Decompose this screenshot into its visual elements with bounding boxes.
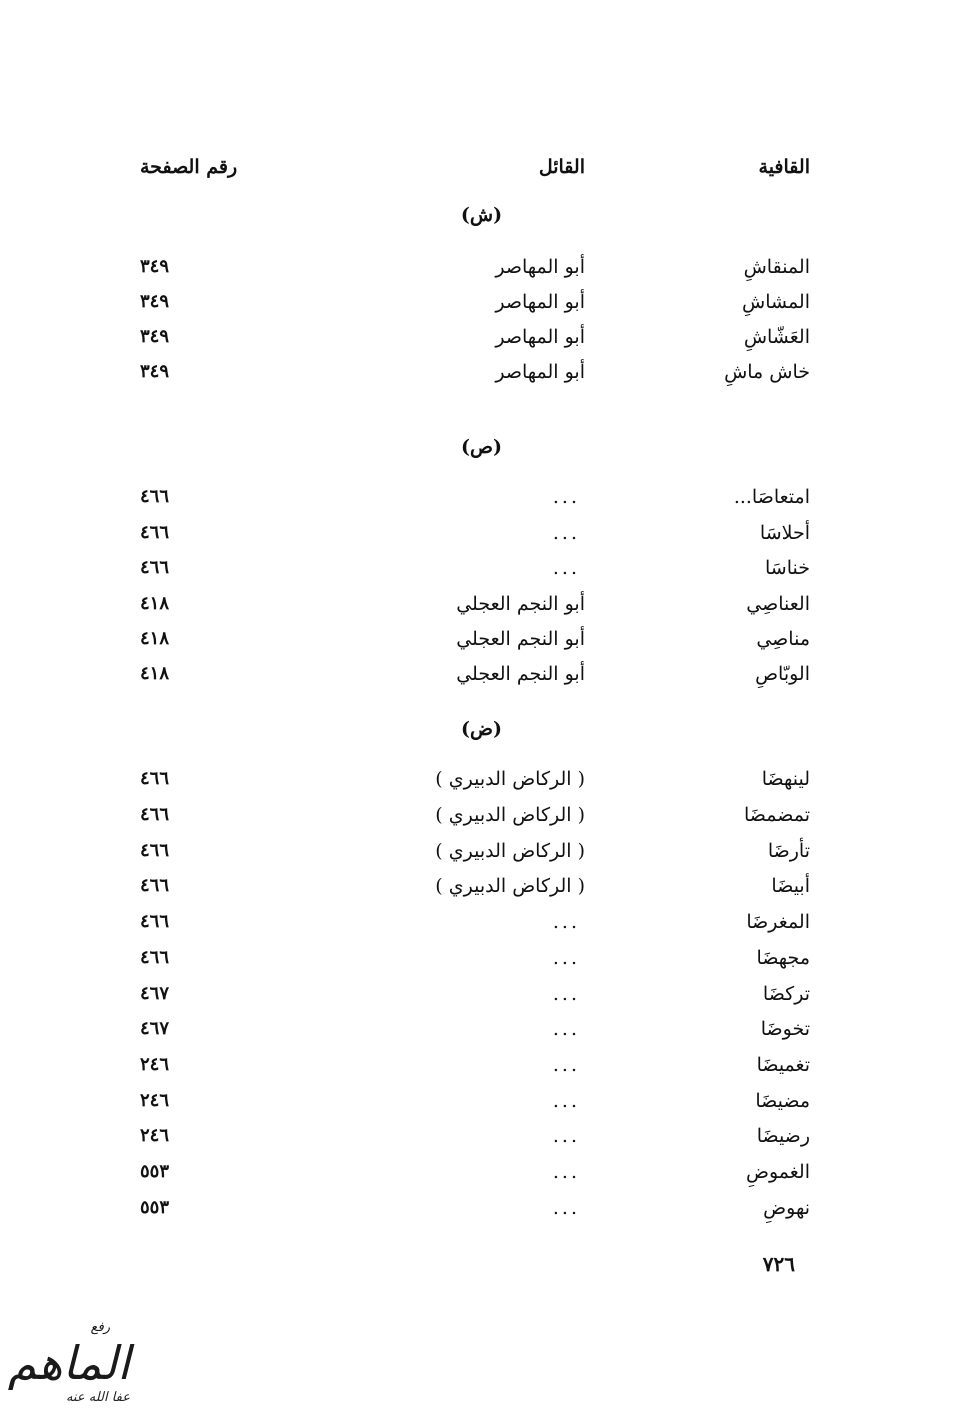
table-row bbox=[0, 834, 975, 868]
qafiya-cell: تركضَا bbox=[762, 983, 810, 1005]
table-row bbox=[0, 587, 975, 621]
table-row bbox=[0, 480, 975, 514]
qail-cell: ... bbox=[552, 983, 580, 1005]
qail-cell: ( الركاض الدبيري ) bbox=[435, 768, 585, 790]
page-cell: ٤١٨ bbox=[140, 663, 170, 684]
page-cell: ٤٦٦ bbox=[140, 768, 170, 789]
qafiya-cell: لينهضَا bbox=[761, 768, 810, 790]
page-cell: ٣٤٩ bbox=[140, 291, 170, 312]
table-row bbox=[0, 798, 975, 832]
qail-cell: أبو المهاصر bbox=[495, 256, 585, 278]
qafiya-cell: أبيضَا bbox=[771, 875, 810, 897]
table-row bbox=[0, 1191, 975, 1225]
page-cell: ٣٤٩ bbox=[140, 256, 170, 277]
table-row bbox=[0, 1119, 975, 1153]
qail-cell: ... bbox=[552, 557, 580, 579]
page-cell: ٤٦٦ bbox=[140, 804, 170, 825]
qafiya-cell: امتعاصَا... bbox=[733, 486, 810, 508]
qafiya-cell: تأرضَا bbox=[767, 840, 810, 862]
header-qail: القائل bbox=[538, 156, 585, 178]
table-row bbox=[0, 941, 975, 975]
qail-cell: ( الركاض الدبيري ) bbox=[435, 804, 585, 826]
qafiya-cell: مناصِي bbox=[756, 628, 810, 650]
qail-cell: ... bbox=[552, 1018, 580, 1040]
qail-cell: ( الركاض الدبيري ) bbox=[435, 840, 585, 862]
page-cell: ٤٦٦ bbox=[140, 875, 170, 896]
qail-cell: ... bbox=[552, 911, 580, 933]
qafiya-cell: خاش ماشِ bbox=[724, 361, 810, 383]
qail-cell: ... bbox=[552, 1054, 580, 1076]
qafiya-cell: مجهضَا bbox=[756, 947, 810, 969]
qafiya-cell: المنقاشِ bbox=[743, 256, 810, 278]
page-number: ٧٢٦ bbox=[762, 1252, 795, 1276]
qafiya-cell: أحلاسَا bbox=[759, 522, 810, 544]
page-cell: ٤٦٧ bbox=[140, 983, 170, 1004]
stamp-top-text: رفع bbox=[90, 1320, 110, 1335]
table-row bbox=[0, 657, 975, 691]
qail-cell: ... bbox=[552, 1197, 580, 1219]
page-cell: ٤٦٦ bbox=[140, 911, 170, 932]
header-qafiya: القافية bbox=[758, 156, 810, 178]
table-row bbox=[0, 1048, 975, 1082]
qail-cell: ( الركاض الدبيري ) bbox=[435, 875, 585, 897]
table-row bbox=[0, 622, 975, 656]
table-row bbox=[0, 762, 975, 796]
table-row bbox=[0, 905, 975, 939]
table-row bbox=[0, 1084, 975, 1118]
qafiya-cell: الوبّاصِ bbox=[755, 663, 810, 685]
qail-cell: أبو المهاصر bbox=[495, 326, 585, 348]
table-row bbox=[0, 250, 975, 284]
table-header bbox=[0, 156, 975, 190]
qafiya-cell: نهوضِ bbox=[763, 1197, 810, 1219]
qail-cell: ... bbox=[552, 1090, 580, 1112]
table-row bbox=[0, 869, 975, 903]
qail-cell: ... bbox=[552, 1125, 580, 1147]
table-row bbox=[0, 516, 975, 550]
page-cell: ٥٥٣ bbox=[140, 1161, 170, 1182]
page-cell: ٥٥٣ bbox=[140, 1197, 170, 1218]
page-cell: ٢٤٦ bbox=[140, 1125, 170, 1146]
qafiya-cell: المغرضَا bbox=[746, 911, 810, 933]
page-cell: ٢٤٦ bbox=[140, 1090, 170, 1111]
qail-cell: أبو النجم العجلي bbox=[456, 628, 585, 650]
qafiya-cell: تمضمضَا bbox=[744, 804, 810, 826]
page-cell: ٤١٨ bbox=[140, 593, 170, 614]
stamp-main-text: الماهم bbox=[7, 1336, 130, 1390]
qafiya-cell: خناسَا bbox=[765, 557, 810, 579]
qail-cell: أبو النجم العجلي bbox=[456, 663, 585, 685]
table-row bbox=[0, 1155, 975, 1189]
stamp-sub-text: عفا الله عنه bbox=[65, 1390, 130, 1405]
table-row bbox=[0, 551, 975, 585]
qail-cell: أبو المهاصر bbox=[495, 291, 585, 313]
page-cell: ٣٤٩ bbox=[140, 326, 170, 347]
qail-cell: ... bbox=[552, 486, 580, 508]
table-row bbox=[0, 320, 975, 354]
qafiya-cell: تخوضَا bbox=[760, 1018, 810, 1040]
qafiya-cell: مضيضَا bbox=[755, 1090, 810, 1112]
page-cell: ٤٦٧ bbox=[140, 1018, 170, 1039]
section-title: (ص) bbox=[461, 436, 502, 458]
table-row bbox=[0, 355, 975, 389]
library-stamp bbox=[8, 1320, 138, 1415]
page-cell: ٤٦٦ bbox=[140, 486, 170, 507]
table-row bbox=[0, 977, 975, 1011]
page-cell: ٤٦٦ bbox=[140, 522, 170, 543]
table-row bbox=[0, 285, 975, 319]
page-cell: ٤١٨ bbox=[140, 628, 170, 649]
qafiya-cell: تغميضَا bbox=[756, 1054, 810, 1076]
header-page: رقم الصفحة bbox=[140, 156, 238, 178]
section-title: (ض) bbox=[461, 718, 502, 740]
qafiya-cell: العَشّاشِ bbox=[743, 326, 810, 348]
qail-cell: أبو النجم العجلي bbox=[456, 593, 585, 615]
page-cell: ٣٤٩ bbox=[140, 361, 170, 382]
qafiya-cell: رضيضَا bbox=[756, 1125, 810, 1147]
qafiya-cell: الغموضِ bbox=[745, 1161, 810, 1183]
qail-cell: ... bbox=[552, 1161, 580, 1183]
page-cell: ٤٦٦ bbox=[140, 557, 170, 578]
page-cell: ٢٤٦ bbox=[140, 1054, 170, 1075]
page-cell: ٤٦٦ bbox=[140, 947, 170, 968]
qafiya-cell: العناصِي bbox=[746, 593, 810, 615]
qail-cell: ... bbox=[552, 947, 580, 969]
qail-cell: أبو المهاصر bbox=[495, 361, 585, 383]
page-cell: ٤٦٦ bbox=[140, 840, 170, 861]
qail-cell: ... bbox=[552, 522, 580, 544]
qafiya-cell: المشاشِ bbox=[742, 291, 810, 313]
section-title: (ش) bbox=[460, 204, 503, 226]
table-row bbox=[0, 1012, 975, 1046]
